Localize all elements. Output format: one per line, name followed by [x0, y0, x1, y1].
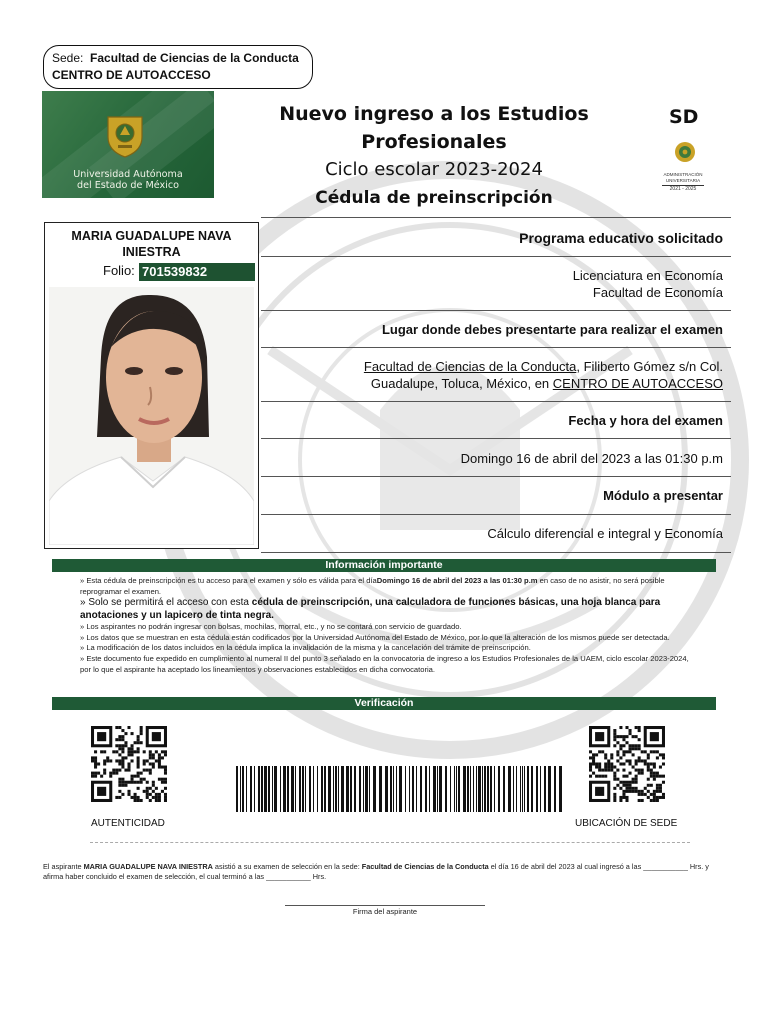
page-title: Nuevo ingreso a los Estudios Profesionales	[279, 103, 589, 153]
location-line-2: Guadalupe, Toluca, México, en CENTRO DE AUTOACCESO	[370, 376, 723, 391]
signature-line	[285, 905, 485, 906]
exam-module: Cálculo diferencial e integral y Economía	[487, 526, 723, 541]
document-code: SD	[669, 106, 699, 128]
university-crest-icon	[102, 113, 148, 159]
program-heading: Programa educativo solicitado	[519, 230, 723, 246]
folio-number: 701539832	[139, 263, 255, 281]
notice-item: » Esta cédula de preinscripción es tu acceso para el examen y sólo es válida para el díaDomingo 16 de abril del 2023 a las 01:30 p.m en caso de no asistir, no será posible reprogramar el examen.	[80, 576, 665, 596]
cut-line	[90, 842, 690, 843]
qr-authenticity-label: AUTENTICIDAD	[91, 818, 165, 829]
verification-heading: Verificación	[52, 697, 716, 710]
notice-item: » Los aspirantes no podrán ingresar con bolsas, mochilas, morral, etc., y no se contará con servicio de guardado.	[80, 622, 462, 632]
datetime-heading: Fecha y hora del examen	[568, 413, 723, 428]
folio-label: Folio:	[103, 263, 135, 278]
location-place: Facultad de Ciencias de la Conducta	[363, 359, 577, 374]
program-faculty: Facultad de Economía	[592, 285, 723, 300]
location-line-1: Facultad de Ciencias de la Conducta, Filiberto Gómez s/n Col.	[363, 359, 723, 374]
qr-code-location	[589, 724, 665, 804]
sede-box	[43, 45, 313, 89]
signature-label: Firma del aspirante	[352, 907, 418, 916]
sede-name: Facultad de Ciencias de la Conducta	[90, 51, 299, 65]
location-heading: Lugar donde debes presentarte para realizar el examen	[381, 322, 723, 337]
document-name: Cédula de preinscripción	[315, 188, 553, 208]
university-name: Universidad Autónoma del Estado de México	[73, 169, 183, 191]
notice-item: » Solo se permitirá el acceso con esta cédula de preinscripción, una calculadora de funciones básicas, una hoja blanca para anotaciones y un lapicero de tinta negra.	[80, 597, 661, 621]
university-banner	[42, 91, 214, 198]
notice-item: » Este documento fue expedido en cumplimiento al numeral II del punto 3 señalado en la convocatoria de ingreso a los Estudios Profesionales de la UAEM, ciclo escolar 2023-2024, por lo que el aspirante ha aceptado los lineamientos y observaciones establecidos en dicha convocatoria.	[80, 653, 689, 674]
barcode	[236, 766, 564, 812]
school-cycle: Ciclo escolar 2023-2024	[325, 159, 543, 180]
qr-location-label: UBICACIÓN DE SEDE	[575, 818, 678, 829]
sede-unit: CENTRO DE AUTOACCESO	[52, 68, 211, 82]
sede-label: Sede:	[52, 51, 84, 65]
location-room: CENTRO DE AUTOACCESO	[552, 376, 723, 391]
notice-item: » Los datos que se muestran en esta cédula están codificados por la Universidad Autónoma del Estado de México, por lo que la alteración de los mismos puede ser detectada.	[80, 632, 670, 642]
applicant-photo	[49, 287, 254, 545]
important-notices	[80, 576, 698, 675]
program-name: Licenciatura en Economía	[572, 268, 723, 283]
important-info-heading: Información importante	[52, 559, 716, 572]
document-title-block	[214, 100, 654, 212]
administration-mark: ADMINISTRACIÓN UNIVERSITARIA 2021 - 2025	[663, 172, 703, 192]
applicant-card	[44, 222, 259, 549]
module-heading: Módulo a presentar	[603, 488, 723, 503]
attendance-statement: El aspirante MARIA GUADALUPE NAVA INIESTRA asistió a su examen de selección en la sede: Facultad de Ciencias de la Conducta el día 16 de abril del 2023 al cual ingresó a las ___________ Hrs. y afirma haber concluido el examen de selección, el cual terminó a las ___________ Hrs.	[43, 862, 709, 881]
administration-seal-icon	[673, 140, 697, 164]
notice-item: » La modificación de los datos incluidos en la cédula implica la invalidación de la misma y la cancelación del trámite de preinscripción.	[80, 643, 531, 653]
applicant-name: MARIA GUADALUPE NAVA INIESTRA	[71, 229, 232, 259]
qr-code-authenticity	[91, 724, 167, 804]
exam-datetime: Domingo 16 de abril del 2023 a las 01:30 p.m	[460, 451, 723, 466]
